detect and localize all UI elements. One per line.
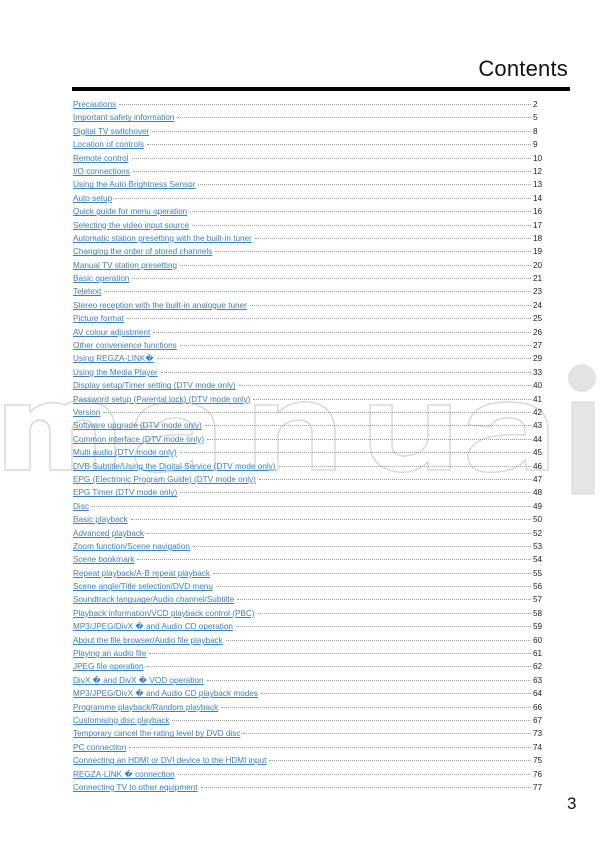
dot-leader [180,451,531,453]
toc-entry [73,111,543,124]
toc-page-number: 33 [533,367,543,377]
toc-link[interactable]: Advanced playback [73,528,145,538]
toc-page-number: 19 [533,247,543,257]
toc-link[interactable]: Scene bookmark [73,555,135,565]
toc-page-number: 41 [533,394,543,404]
dot-leader [237,598,531,600]
toc-link[interactable]: Using REGZA-LINK� [73,354,154,364]
toc-link[interactable]: Display setup/Timer setting (DTV mode only) [73,381,236,391]
toc-link[interactable]: Playback information/VCD playback control (PBC) [73,608,255,618]
toc-entry [73,660,543,673]
dot-leader [129,746,531,748]
page-title: Contents [478,56,568,81]
toc-entry [73,419,543,432]
toc-entry [73,513,543,526]
toc-link[interactable]: Disc [73,501,89,511]
dot-leader [198,183,531,185]
toc-page-number: 40 [533,381,543,391]
toc-page-number: 48 [533,488,543,498]
dot-leader [103,411,531,413]
toc-page-number: 18 [533,233,543,243]
toc-link[interactable]: Version [73,407,101,417]
toc-entry [73,285,543,298]
toc-page-number: 20 [533,260,543,270]
toc-page-number: 8 [533,126,538,136]
toc-entry [73,232,543,245]
toc-page-number: 27 [533,341,543,351]
toc-entry [73,138,543,151]
toc-link[interactable]: DVB-Subtitle/Using the Digital Service (DTV mode only) [73,461,276,471]
toc-link[interactable]: Basic playback [73,515,128,525]
toc-link[interactable]: Software upgrade (DTV mode only) [73,421,202,431]
toc-link[interactable]: Location of controls [73,140,145,150]
toc-link[interactable]: Scene angle/Title selection/DVD menu [73,582,213,592]
toc-entry [73,326,543,339]
toc-entry [73,687,543,700]
dot-leader [104,290,531,292]
toc-link[interactable]: MP3/JPEG/DivX � and Audio CD operation [73,622,233,632]
toc-page-number: 61 [533,649,543,659]
dot-leader [269,759,531,761]
table-of-contents [73,98,543,794]
dot-leader [259,478,531,480]
toc-page-number: 17 [533,220,543,230]
toc-page-number: 9 [533,140,538,150]
toc-link[interactable]: Precautions [73,100,117,109]
toc-page-number: 62 [533,662,543,672]
toc-entry [73,205,543,218]
toc-link[interactable]: Password setup (Parental lock) (DTV mode only) [73,394,251,404]
toc-entry [73,593,543,606]
toc-link[interactable]: EPG (Electronic Program Guide) (DTV mode only) [73,474,256,484]
dot-leader [180,264,531,266]
dot-leader [92,505,531,507]
toc-entry [73,245,543,258]
toc-link[interactable]: PC connection [73,742,127,752]
toc-link[interactable]: MP3/JPEG/DivX � and Audio CD playback modes [73,689,258,699]
dot-leader [261,692,531,694]
toc-page-number: 43 [533,421,543,431]
toc-link[interactable]: Digital TV switchover [73,126,150,136]
toc-link[interactable]: Common interface (DTV mode only) [73,434,205,444]
toc-entry [73,553,543,566]
toc-entry [73,727,543,740]
dot-leader [250,304,531,306]
toc-link[interactable]: Playing an audio file [73,649,147,659]
toc-link[interactable]: REGZA-LINK � connection [73,769,175,779]
watermark-dot [568,364,596,392]
toc-entry [73,527,543,540]
toc-link[interactable]: Automatic station presetting with the built-in tuner [73,233,252,243]
toc-entry [73,152,543,165]
toc-page-number: 59 [533,622,543,632]
toc-entry [73,567,543,580]
toc-link[interactable]: Stereo reception with the built-in analogue tuner [73,300,247,310]
toc-entry [73,259,543,272]
dot-leader [152,130,531,132]
toc-entry [73,647,543,660]
dot-leader [253,398,531,400]
dot-leader [172,719,531,721]
toc-page-number: 54 [533,555,543,565]
toc-page-number: 52 [533,528,543,538]
toc-entry [73,620,543,633]
toc-link[interactable]: Picture format [73,314,124,324]
toc-page-number: 49 [533,501,543,511]
toc-link[interactable]: Other convenience functions [73,341,177,351]
toc-page-number: 42 [533,407,543,417]
toc-link[interactable]: Customising disc playback [73,715,170,725]
toc-entry [73,299,543,312]
toc-link[interactable]: Multi audio (DTV mode only) [73,448,177,458]
toc-link[interactable]: Temporary cancel the rating level by DVD disc [73,729,241,739]
toc-page-number: 5 [533,113,538,123]
toc-page-number: 66 [533,702,543,712]
toc-page-number: 47 [533,474,543,484]
toc-entry [73,754,543,767]
dot-leader [133,170,531,172]
toc-page-number: 73 [533,729,543,739]
toc-entry [73,607,543,620]
toc-link[interactable]: About the file browser/Audio file playback [73,635,223,645]
dot-leader [190,210,531,212]
dot-leader [132,277,531,279]
toc-page-number: 13 [533,180,543,190]
dot-leader [216,585,531,587]
dot-leader [149,652,531,654]
toc-entry [73,379,543,392]
toc-link[interactable]: Using the Media Player [73,367,158,377]
dot-leader [239,384,531,386]
toc-entry [73,781,543,794]
dot-leader [236,625,531,627]
dot-leader [147,143,531,145]
toc-link[interactable]: Soundtrack language/Audio channel/Subtitle [73,595,235,605]
dot-leader [119,103,531,105]
toc-page-number: 53 [533,541,543,551]
dot-leader [207,438,531,440]
toc-entry [73,580,543,593]
toc-page-number: 25 [533,314,543,324]
dot-leader [147,665,531,667]
toc-page-number: 46 [533,461,543,471]
toc-page-number: 10 [533,153,543,163]
toc-page-number: 16 [533,207,543,217]
toc-page-number: 75 [533,756,543,766]
toc-page-number: 24 [533,300,543,310]
dot-leader [161,371,531,373]
dot-leader [178,773,531,775]
dot-leader [243,732,531,734]
toc-page-number: 58 [533,608,543,618]
title-rule [72,87,570,91]
toc-page-number: 29 [533,354,543,364]
toc-page-number: 63 [533,675,543,685]
toc-page-number: 21 [533,274,543,284]
toc-link[interactable]: Important safety information [73,113,175,123]
dot-leader [258,612,531,614]
toc-link[interactable]: Teletext [73,287,102,297]
toc-entry [73,98,543,111]
toc-link[interactable]: Using the Auto Brightness Sensor [73,180,196,190]
toc-link[interactable]: Repeat playback/A-B repeat playback [73,568,210,578]
toc-link[interactable]: Selecting the video input source [73,220,190,230]
toc-entry [73,219,543,232]
toc-entry [73,366,543,379]
toc-entry [73,125,543,138]
toc-entry [73,178,543,191]
dot-leader [180,491,531,493]
dot-leader [147,532,531,534]
toc-link[interactable]: Connecting TV to other equipment [73,782,198,792]
dot-leader [157,357,531,359]
toc-entry [73,540,543,553]
page-number: 3 [567,794,577,813]
toc-link[interactable]: Programme playback/Random playback [73,702,219,712]
toc-page-number: 55 [533,568,543,578]
toc-page-number: 12 [533,166,543,176]
toc-link[interactable]: AV colour adjustment [73,327,151,337]
toc-entry [73,460,543,473]
dot-leader [279,465,532,467]
toc-link[interactable]: Connecting an HDMI or DVI device to the HDMI input [73,756,267,766]
toc-page-number: 45 [533,448,543,458]
toc-page-number: 2 [533,100,538,109]
toc-link[interactable]: JPEG file operation [73,662,144,672]
toc-page-number: 77 [533,782,543,792]
toc-link[interactable]: Remote control [73,153,129,163]
toc-entry [73,768,543,781]
toc-link[interactable]: Changing the order of stored channels [73,247,213,257]
dot-leader [226,639,531,641]
toc-page-number: 56 [533,582,543,592]
toc-page-number: 23 [533,287,543,297]
toc-page-number: 74 [533,742,543,752]
toc-link[interactable]: EPG Timer (DTV mode only) [73,488,178,498]
dot-leader [221,706,531,708]
dot-leader [207,679,531,681]
toc-link[interactable]: Manual TV station presetting [73,260,178,270]
toc-page-number: 50 [533,515,543,525]
toc-entry [73,486,543,499]
toc-entry [73,473,543,486]
toc-page-number: 64 [533,689,543,699]
toc-page-number: 26 [533,327,543,337]
toc-entry [73,272,543,285]
toc-page-number: 57 [533,595,543,605]
dot-leader [131,518,531,520]
dot-leader [127,317,531,319]
toc-entry [73,701,543,714]
toc-entry [73,312,543,325]
dot-leader [177,116,531,118]
toc-entry [73,500,543,513]
toc-entry [73,674,543,687]
toc-page-number: 44 [533,434,543,444]
dot-leader [180,344,531,346]
toc-link[interactable]: Auto setup [73,193,113,203]
toc-entry [73,714,543,727]
dot-leader [205,424,531,426]
dot-leader [115,197,531,199]
dot-leader [213,572,531,574]
toc-entry [73,393,543,406]
toc-link[interactable]: I/O connections [73,166,130,176]
toc-entry [73,634,543,647]
toc-entry [73,406,543,419]
toc-page-number: 76 [533,769,543,779]
dot-leader [192,224,531,226]
toc-link[interactable]: DivX � and DivX � VOD operation [73,675,204,685]
toc-entry [73,339,543,352]
toc-entry [73,165,543,178]
dot-leader [153,331,531,333]
dot-leader [215,250,531,252]
toc-page-number: 60 [533,635,543,645]
dot-leader [137,558,531,560]
dot-leader [201,786,531,788]
toc-link[interactable]: Basic operation [73,274,130,284]
toc-entry [73,192,543,205]
dot-leader [255,237,531,239]
toc-entry [73,352,543,365]
toc-page-number: 67 [533,715,543,725]
toc-entry [73,446,543,459]
dot-leader [193,545,531,547]
dot-leader [132,157,531,159]
toc-page-number: 14 [533,193,543,203]
toc-link[interactable]: Quick guide for menu operation [73,207,188,217]
toc-entry [73,433,543,446]
toc-link[interactable]: Zoom function/Scene navigation [73,541,190,551]
toc-entry [73,741,543,754]
